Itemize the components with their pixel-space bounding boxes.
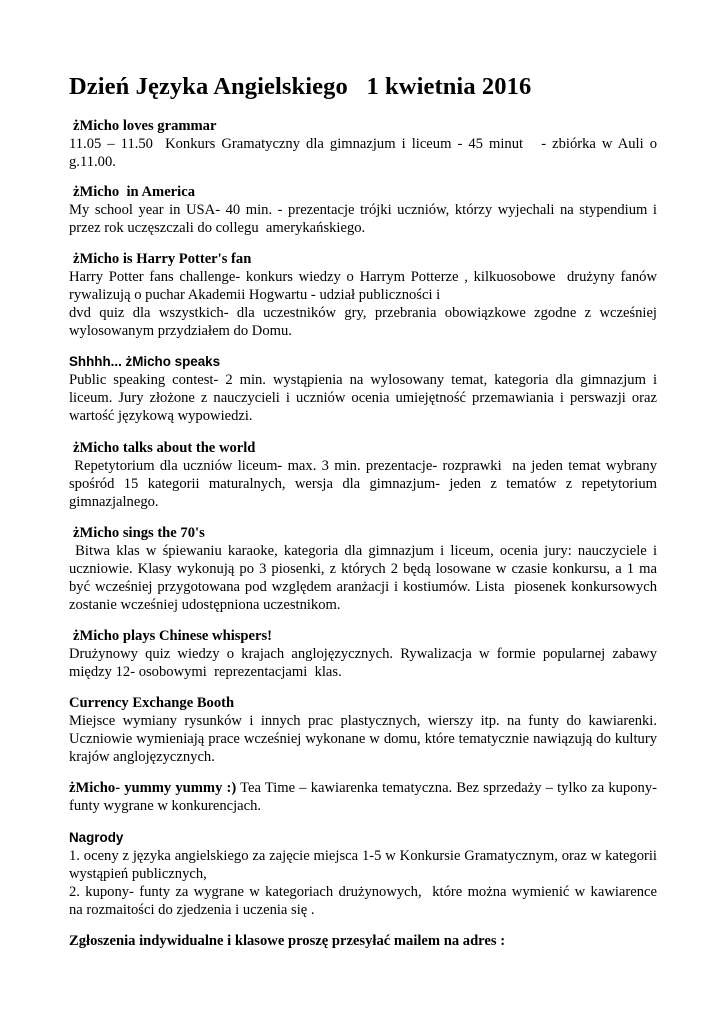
section-text-line: My school year in USA- 40 min. - prezentacje trójki uczniów, którzy wyjechali na stypendium i <box>69 202 657 218</box>
section-text-inline: Tea Time – kawiarenka tematyczna. Bez sprzedaży – tylko za kupony- <box>236 780 657 796</box>
section-heading: Currency Exchange Booth <box>69 695 235 711</box>
section-text-line: rywalizują o puchar Akademii Hogwartu - udział publiczności i <box>69 287 441 303</box>
section-heading: żMicho loves grammar <box>73 118 217 134</box>
section-heading: żMicho talks about the world <box>73 440 256 456</box>
section-currency-exchange <box>69 694 657 766</box>
section-text-line: Repetytorium dla uczniów liceum- max. 3 min. prezentacje- rozprawki na jeden temat wybrany <box>69 458 657 474</box>
section-text-line: dvd quiz dla wszystkich- dla uczestników gry, przebrania obowiązkowe zgodne z wcześniej <box>69 305 657 321</box>
section-text-line: funty wygrane w konkurencjach. <box>69 798 262 814</box>
section-america <box>69 183 657 237</box>
section-text-line: uczniowie. Klasy wykonują po 3 piosenki, z których 2 będą losowane w czasie konkursu, a 1 ma <box>69 561 657 577</box>
section-prizes <box>69 829 657 919</box>
footer-note <box>69 932 657 950</box>
section-text-line: liceum. Jury złożone z nauczycieli i uczniów ocenia umiejętność przemawiania i perswazji oraz <box>69 390 657 406</box>
section-text-line: Harry Potter fans challenge- konkurs wiedzy o Harrym Potterze , kilkuosobowe drużyny fanów <box>69 269 657 285</box>
section-text-line: g.11.00. <box>69 154 116 170</box>
section-heading: żMicho plays Chinese whispers! <box>73 628 273 644</box>
section-heading: Shhhh... żMicho speaks <box>69 354 221 369</box>
section-text-line: wystąpień publicznych, <box>69 866 207 882</box>
section-text-line: Miejsce wymiany rysunków i innych prac plastycznych, wierszy itp. na funty do kawiarenki. <box>69 713 657 729</box>
section-text-line: przez rok uczęszczali do collegu amerykańskiego. <box>69 220 366 236</box>
section-text-line: 1. oceny z języka angielskiego za zajęcie miejsca 1-5 w Konkursie Gramatycznym, oraz w kategorii <box>69 848 657 864</box>
section-text-line: Bitwa klas w śpiewaniu karaoke, kategoria dla gimnazjum i liceum, ocenia jury: nauczyciele i <box>69 543 657 559</box>
section-grammar <box>69 117 657 171</box>
section-text-line: zostanie wcześniej udostępniona uczestnikom. <box>69 597 341 613</box>
section-text-line: Drużynowy quiz wiedzy o krajach anglojęzycznych. Rywalizacja w formie popularnej zabawy <box>69 646 657 662</box>
footer-text: Zgłoszenia indywidualne i klasowe proszę przesyłać mailem na adres : <box>69 933 506 949</box>
section-heading: żMicho- yummy yummy :) <box>69 780 237 796</box>
section-text-line: między 12- osobowymi reprezentacjami klas. <box>69 664 342 680</box>
section-text-line: 2. kupony- funty za wygrane w kategoriach drużynowych, które można wymienić w kawiarence <box>69 884 657 900</box>
section-text-line: Public speaking contest- 2 min. wystąpienia na wylosowany temat, kategoria dla gimnazjum i <box>69 372 657 388</box>
section-text-line: być wcześniej przygotowana pod względem aranżacji i kostiumów. Lista piosenek konkursowych <box>69 579 657 595</box>
section-text-line: na rozmaitości do zjedzenia i uczenia się . <box>69 902 315 918</box>
section-heading: żMicho is Harry Potter's fan <box>73 251 252 267</box>
section-chinese-whispers <box>69 627 657 681</box>
section-text-line: spośród 15 kategorii maturalnych, wersja dla gimnazjum- jeden z tematów z repetytorium <box>69 476 657 492</box>
section-speaks <box>69 353 657 425</box>
section-yummy <box>69 779 657 815</box>
section-text-line: Uczniowie wymieniają prace wcześniej wykonane w domu, które tematycznie nawiązują do kultury <box>69 731 657 747</box>
section-text-line: wartość językową wypowiedzi. <box>69 408 253 424</box>
section-world <box>69 439 657 511</box>
section-text-line: wylosowanym przydziałem do Domu. <box>69 323 292 339</box>
section-text-line: krajów anglojęzycznych. <box>69 749 215 765</box>
section-sings <box>69 524 657 614</box>
section-heading: Nagrody <box>69 830 124 845</box>
section-text-line: 11.05 – 11.50 Konkurs Gramatyczny dla gimnazjum i liceum - 45 minut - zbiórka w Auli o <box>69 136 657 152</box>
section-harry-potter <box>69 250 657 340</box>
section-text-line <box>69 779 657 797</box>
section-heading: żMicho sings the 70's <box>73 525 205 541</box>
section-text-line: gimnazjalnego. <box>69 494 159 510</box>
section-heading: żMicho in America <box>73 184 195 200</box>
page-title: Dzień Języka Angielskiego 1 kwietnia 2016 <box>69 73 532 100</box>
